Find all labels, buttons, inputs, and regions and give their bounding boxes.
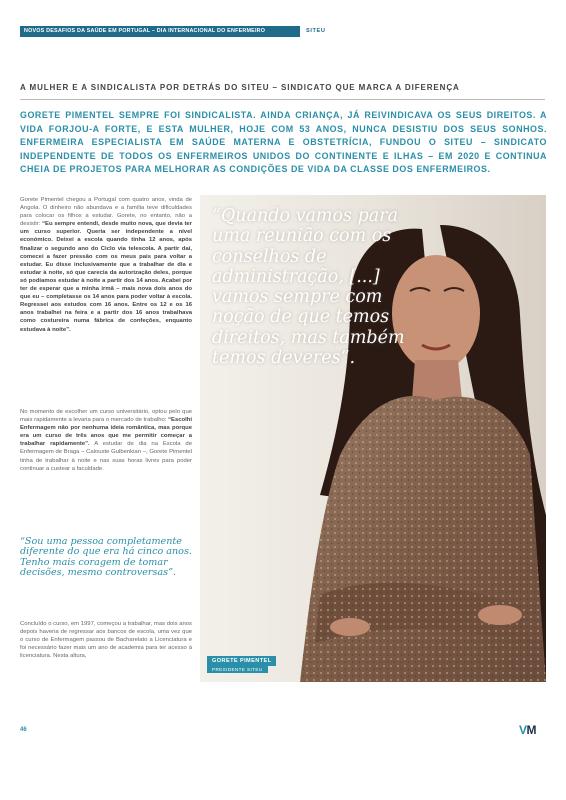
section-divider bbox=[20, 99, 545, 100]
paragraph-2-quote: “Escolhi Enfermagem não por nenhuma ideia romântica, mas porque era um curso de três anos que me permitir começar a trabalhar rapidamente”. bbox=[20, 417, 192, 448]
body-paragraph-3: Concluído o curso, em 1997, começou a trabalhar, mas dois anos depois haveria de regressar aos bancos de escola, uma vez que o curso de Enfermagem passou de Bacharelato a Licenciatura e foi necessário fazer mais um ano de academia para ter acesso à licenciatura. Nesta altura, bbox=[20, 621, 192, 660]
featured-quote: “Quando vamos para uma reunião com os conselhos de administração, [...] vamos sempre com noção de que temos direitos, mas também temos deveres”. bbox=[212, 206, 405, 369]
body-paragraph-2 bbox=[20, 408, 192, 473]
header-bar: NOVOS DESAFIOS DA SAÚDE EM PORTUGAL – DIA INTERNACIONAL DO ENFERMEIRO bbox=[20, 26, 300, 37]
pull-quote: “Sou uma pessoa completamente diferente do que era há cinco anos. Tenho mais coragem de tomar decisões, mesmo controversas”. bbox=[20, 536, 192, 579]
paragraph-2-intro: No momento de escolher um curso universitário, optou pelo que mais rapidamente a levaria para o mercado de trabalho: bbox=[20, 409, 192, 424]
paragraph-2-rest: A estudar de dia na Escola de Enfermagem de Braga – Calouste Gulbenkian –, Gorete Pimentel tinha de trabalhar à noite e nas suas horas livres para poder continuar a custear a faculdade. bbox=[20, 441, 192, 472]
logo-letter-v: V bbox=[519, 723, 527, 737]
magazine-logo bbox=[519, 723, 536, 737]
paragraph-1-quote: “Eu sempre entendi, desde muito nova, que devia ter um curso superior. Queria ser independente a nível económico. Deixei a escola quando tinha 12 anos, após finalizar o segundo ano do Ciclo via telescola. A partir daí, comecei a fazer pressão com os meus pais para voltar a estudar. Eu disse inclusivamente que a trabalhar de dia e estudar à noite, só que carecia da autorização deles, porque só podíamos estudar à noite a partir dos 14 anos. Acabei por ter de esperar que a minha irmã – mais nova dois anos do que eu – completasse os 14 anos para poder voltar à escola. Regressei aos estudos com 16 anos. Entre os 12 e os 16 anos trabalhei na feira e a partir dos 16 anos trabalhava como costureira numa fábrica de confeções, enquanto estudava à noite”. bbox=[20, 221, 192, 333]
article-lede: GORETE PIMENTEL SEMPRE FOI SINDICALISTA. AINDA CRIANÇA, JÁ REIVINDICAVA OS SEUS DIREITOS. A VIDA FORJOU-A FORTE, E ESTA MULHER, HOJE COM 53 ANOS, NUNCA DESISTIU DOS SEUS SONHOS. ENFERMEIRA ESPECIALISTA EM SAÚDE MATERNA E OBSTETRÍCIA, FUNDOU O SITEU – SINDICATO INDEPENDENTE DE TODOS OS ENFERMEIROS UNIDOS DO CONTINENTE E ILHAS – EM 2020 E CONTINUA CHEIA DE PROJETOS PARA MELHORAR AS CONDIÇÕES DE VIDA DA CLASSE DOS ENFERMEIROS. bbox=[20, 110, 547, 175]
section-title: A MULHER E A SINDICALISTA POR DETRÁS DO SITEU – SINDICATO QUE MARCA A DIFERENÇA bbox=[20, 83, 460, 92]
body-paragraph-1 bbox=[20, 196, 192, 334]
paragraph-1-intro: Gorete Pimentel chegou a Portugal com quatro anos, vinda de Angola. O dinheiro não abundava e a família teve dificuldades para colocar os filhos a estudar. Gorete, no entanto, não a desistir: bbox=[20, 197, 192, 228]
page-number: 46 bbox=[20, 727, 27, 733]
header-section-tag: SITEU bbox=[306, 28, 326, 34]
photo-caption-name: GORETE PIMENTEL bbox=[207, 656, 276, 666]
logo-letter-m: M bbox=[526, 723, 537, 737]
photo-caption-role: PRESIDENTE SITEU bbox=[207, 666, 268, 673]
